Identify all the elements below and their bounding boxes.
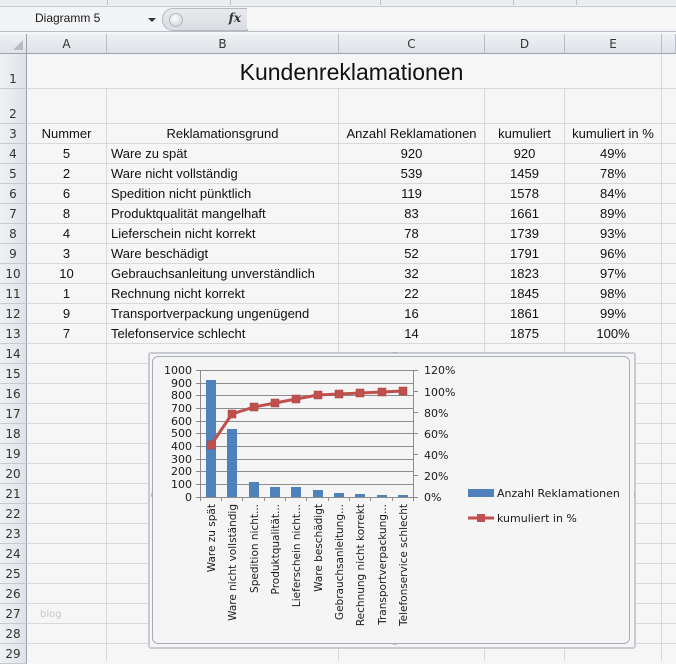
- cell-nummer[interactable]: [27, 244, 107, 264]
- select-all-icon: [13, 40, 23, 50]
- cell-pct[interactable]: [565, 264, 662, 284]
- row-header-1[interactable]: [0, 54, 27, 89]
- cell-value: 96%: [599, 246, 627, 261]
- cell-kumuliert[interactable]: [485, 284, 565, 304]
- row-number: 25: [5, 567, 21, 581]
- row-number: 17: [5, 407, 21, 421]
- cell-title[interactable]: [27, 54, 676, 89]
- cell-value: 1845: [510, 286, 539, 301]
- svg-text:40%: 40%: [424, 449, 449, 462]
- svg-text:Rechnung nicht korrekt: Rechnung nicht korrekt: [355, 504, 367, 627]
- row-header-25[interactable]: [0, 564, 27, 584]
- cell-pct[interactable]: [565, 144, 662, 164]
- cell-value: 539: [400, 166, 423, 181]
- cell-value: 98%: [599, 286, 627, 301]
- cell-anzahl[interactable]: [339, 204, 485, 224]
- cell-value: 93%: [599, 226, 627, 241]
- cell-nummer[interactable]: [27, 264, 107, 284]
- cell-value: 1823: [510, 266, 539, 281]
- svg-text:20%: 20%: [424, 470, 449, 483]
- row-number: 12: [5, 307, 21, 321]
- sheet-title: Kundenreklamationen: [239, 59, 464, 85]
- cell-anzahl[interactable]: [339, 304, 485, 324]
- resize-handle-top[interactable]: ····: [392, 349, 397, 357]
- divider: [107, 0, 108, 5]
- svg-text:Transportverpackung...: Transportverpackung...: [377, 504, 389, 625]
- row-number: 9: [9, 247, 17, 261]
- row-header-2[interactable]: [0, 89, 27, 124]
- row-header-15[interactable]: [0, 364, 27, 384]
- formula-controls: [162, 8, 248, 31]
- cell-value: 78: [404, 226, 419, 241]
- cell-pct[interactable]: [565, 324, 662, 344]
- cell-value: 83: [404, 206, 419, 221]
- row-header-26[interactable]: [0, 584, 27, 604]
- svg-text:Gebrauchsanleitung...: Gebrauchsanleitung...: [334, 504, 346, 621]
- row-number: 27: [5, 607, 21, 621]
- bar: [398, 495, 408, 497]
- cell-value: Produktqualität mangelhaft: [111, 206, 266, 221]
- header-kumuliert[interactable]: [485, 124, 565, 144]
- column-header-a[interactable]: A: [27, 34, 107, 54]
- cell-value: 1791: [510, 246, 539, 261]
- cell-grund[interactable]: [107, 144, 339, 164]
- row-number: 28: [5, 627, 21, 641]
- cell-pct[interactable]: [565, 164, 662, 184]
- resize-handle-bottom[interactable]: ····: [392, 641, 397, 649]
- cell-value: 32: [404, 266, 419, 281]
- cell-pct[interactable]: [565, 184, 662, 204]
- cell-value: 6: [62, 186, 71, 201]
- cell-value: Ware nicht vollständig: [111, 166, 238, 181]
- row-header-24[interactable]: [0, 544, 27, 564]
- cell-pct[interactable]: [565, 244, 662, 264]
- row-number: 10: [5, 267, 21, 281]
- legend-label-anzahl: Anzahl Reklamationen: [497, 487, 620, 500]
- cell-value: 100%: [596, 326, 630, 341]
- cell-anzahl[interactable]: [339, 264, 485, 284]
- cell-value: Ware beschädigt: [111, 246, 209, 261]
- cell-nummer[interactable]: [27, 144, 107, 164]
- cell-value: 89%: [599, 206, 627, 221]
- cell-value: 1739: [510, 226, 539, 241]
- row-number: 5: [9, 167, 17, 181]
- row-header-20[interactable]: [0, 464, 27, 484]
- row-number: 23: [5, 527, 21, 541]
- cell-nummer[interactable]: [27, 164, 107, 184]
- svg-text:1000: 1000: [164, 364, 192, 377]
- row-header-29[interactable]: [0, 644, 27, 664]
- row-header-9[interactable]: [0, 244, 27, 264]
- header-grund[interactable]: [107, 124, 339, 144]
- row-header-6[interactable]: [0, 184, 27, 204]
- bar: [249, 482, 259, 497]
- cell-value: 22: [404, 286, 419, 301]
- cell-pct[interactable]: [565, 304, 662, 324]
- cell-value: 84%: [599, 186, 627, 201]
- cell-value: 16: [404, 306, 419, 321]
- cell-kumuliert[interactable]: [485, 304, 565, 324]
- cell-grund[interactable]: [107, 164, 339, 184]
- row-header-13[interactable]: [0, 324, 27, 344]
- resize-handle-left[interactable]: ····: [147, 492, 155, 497]
- svg-text:120%: 120%: [424, 364, 456, 377]
- cell-kumuliert[interactable]: [485, 164, 565, 184]
- header-label: kumuliert: [498, 126, 551, 141]
- bar: [334, 493, 344, 497]
- cell-grund[interactable]: [107, 224, 339, 244]
- legend-bar-swatch: [468, 489, 494, 497]
- cell-nummer[interactable]: [27, 204, 107, 224]
- cell-anzahl[interactable]: [339, 244, 485, 264]
- column-header-d[interactable]: D: [485, 34, 565, 54]
- cell-value: 1: [62, 286, 71, 301]
- cell-value: 920: [400, 146, 423, 161]
- cell-nummer[interactable]: [27, 304, 107, 324]
- svg-text:500: 500: [171, 427, 192, 440]
- row-number: 21: [5, 487, 21, 501]
- cell-value: Lieferschein nicht korrekt: [111, 226, 256, 241]
- cell-value: Ware zu spät: [111, 146, 188, 161]
- bar: [377, 495, 387, 497]
- watermark-text: blog: [40, 609, 62, 620]
- bar: [270, 487, 280, 497]
- row-number: 8: [9, 227, 17, 241]
- cell-grund[interactable]: [107, 304, 339, 324]
- cell-value: Telefonservice schlecht: [111, 326, 246, 341]
- legend-marker-swatch: [477, 514, 485, 522]
- cell-nummer[interactable]: [27, 284, 107, 304]
- row-number: 14: [5, 347, 21, 361]
- row-number: 16: [5, 387, 21, 401]
- cell-value: 3: [62, 246, 71, 261]
- row-number: 2: [9, 107, 17, 121]
- row-number: 15: [5, 367, 21, 381]
- pareto-chart[interactable]: [147, 349, 638, 649]
- cell-value: 1661: [510, 206, 539, 221]
- cell-value: Gebrauchsanleitung unverständlich: [111, 266, 315, 281]
- row-number: 7: [9, 207, 17, 221]
- line-series-kumuliert: [211, 391, 403, 445]
- formula-bar: [0, 7, 676, 32]
- cell-grund[interactable]: [107, 244, 339, 264]
- cell-grund[interactable]: [107, 324, 339, 344]
- cell-value: Spedition nicht pünktlich: [111, 186, 252, 201]
- cell-value: 1459: [510, 166, 539, 181]
- cell-value: 2: [62, 166, 71, 181]
- divider: [230, 0, 231, 5]
- divider: [576, 0, 577, 5]
- svg-text:Telefonservice schlecht: Telefonservice schlecht: [398, 504, 410, 627]
- row-number: 22: [5, 507, 21, 521]
- cell-anzahl[interactable]: [339, 224, 485, 244]
- svg-text:Spedition nicht...: Spedition nicht...: [249, 504, 261, 593]
- row-number: 19: [5, 447, 21, 461]
- cell-kumuliert[interactable]: [485, 224, 565, 244]
- cell-value: 7: [62, 326, 71, 341]
- row-number: 13: [5, 327, 21, 341]
- chevron-down-icon[interactable]: [148, 18, 156, 22]
- row-number: 1: [9, 72, 17, 86]
- cell-value: 99%: [599, 306, 627, 321]
- svg-text:Produktqualität...: Produktqualität...: [270, 504, 282, 595]
- row-number: 3: [9, 127, 17, 141]
- cell-value: 1861: [510, 306, 539, 321]
- header-kumuliert-pct[interactable]: [565, 124, 662, 144]
- svg-text:Ware nicht vollständig: Ware nicht vollständig: [227, 504, 239, 621]
- cell-kumuliert[interactable]: [485, 264, 565, 284]
- cell-value: 10: [59, 266, 74, 281]
- row-header-4[interactable]: [0, 144, 27, 164]
- svg-text:100%: 100%: [424, 386, 456, 399]
- bar: [355, 494, 365, 497]
- cell-value: 78%: [599, 166, 627, 181]
- category-labels: [206, 504, 410, 627]
- svg-text:0: 0: [185, 491, 192, 504]
- resize-handle-right[interactable]: ····: [630, 492, 638, 497]
- cell-value: 1578: [510, 186, 539, 201]
- row-header-27[interactable]: [0, 604, 27, 624]
- header-label: Anzahl Reklamationen: [346, 126, 477, 141]
- cell-nummer[interactable]: [27, 224, 107, 244]
- row-number: 20: [5, 467, 21, 481]
- cell-kumuliert[interactable]: [485, 184, 565, 204]
- header-nummer[interactable]: [27, 124, 107, 144]
- divider: [513, 0, 514, 5]
- row-number: 4: [9, 147, 17, 161]
- svg-text:Ware beschädigt: Ware beschädigt: [313, 504, 325, 592]
- ribbon-bottom-edge: [0, 0, 676, 7]
- svg-text:Lieferschein nicht...: Lieferschein nicht...: [291, 504, 303, 608]
- cell-anzahl[interactable]: [339, 144, 485, 164]
- svg-text:80%: 80%: [424, 407, 449, 420]
- cell-value: 14: [404, 326, 419, 341]
- row-number: 26: [5, 587, 21, 601]
- header-anzahl[interactable]: [339, 124, 485, 144]
- row-header-8[interactable]: [0, 224, 27, 244]
- name-box[interactable]: [2, 9, 158, 28]
- row-header-10[interactable]: [0, 264, 27, 284]
- header-label: kumuliert in %: [572, 126, 654, 141]
- row-number: 6: [9, 187, 17, 201]
- cell-grund[interactable]: [107, 184, 339, 204]
- svg-text:Ware zu spät: Ware zu spät: [206, 504, 218, 573]
- cell-nummer[interactable]: [27, 184, 107, 204]
- row-header-14[interactable]: [0, 344, 27, 364]
- cell-pct[interactable]: [565, 204, 662, 224]
- row-header-17[interactable]: [0, 404, 27, 424]
- chart-area[interactable]: [152, 356, 630, 644]
- svg-text:0%: 0%: [424, 491, 442, 504]
- cell-pct[interactable]: [565, 224, 662, 244]
- cell-value: 52: [404, 246, 419, 261]
- cell-grund[interactable]: [107, 204, 339, 224]
- cell-value: 9: [62, 306, 71, 321]
- svg-text:400: 400: [171, 440, 192, 453]
- cell-anzahl[interactable]: [339, 324, 485, 344]
- cell-value: 97%: [599, 266, 627, 281]
- row-number: 11: [5, 287, 21, 301]
- column-header-e[interactable]: E: [565, 34, 662, 54]
- column-header-c[interactable]: C: [339, 34, 485, 54]
- secondary-axis-labels: [424, 364, 455, 504]
- resize-knob-icon[interactable]: [169, 13, 183, 27]
- legend-label-kumuliert: kumuliert in %: [497, 512, 577, 525]
- row-header-18[interactable]: [0, 424, 27, 444]
- row-header-28[interactable]: [0, 624, 27, 644]
- cell-value: 4: [62, 226, 71, 241]
- select-all-button[interactable]: [0, 34, 27, 54]
- row-header-16[interactable]: [0, 384, 27, 404]
- cell-value: 119: [401, 186, 422, 201]
- insert-function-icon[interactable]: fx: [228, 11, 241, 25]
- cell-anzahl[interactable]: [339, 184, 485, 204]
- row-header-23[interactable]: [0, 524, 27, 544]
- row-header-3[interactable]: [0, 124, 27, 144]
- cell-kumuliert[interactable]: [485, 144, 565, 164]
- bar: [291, 487, 301, 497]
- chart-legend: [468, 487, 620, 525]
- cell-value: Transportverpackung ungenügend: [111, 306, 310, 321]
- row-header-12[interactable]: [0, 304, 27, 324]
- cell-value: 8: [62, 206, 71, 221]
- header-label: Nummer: [41, 126, 92, 141]
- row-header-7[interactable]: [0, 204, 27, 224]
- svg-text:200: 200: [171, 465, 192, 478]
- cell-anzahl[interactable]: [339, 164, 485, 184]
- svg-text:600: 600: [171, 415, 192, 428]
- svg-text:60%: 60%: [424, 428, 449, 441]
- cell-kumuliert[interactable]: [485, 324, 565, 344]
- column-header-b[interactable]: B: [107, 34, 339, 54]
- svg-text:100: 100: [171, 478, 192, 491]
- cell-value: 920: [513, 146, 536, 161]
- cell-value: Rechnung nicht korrekt: [111, 286, 245, 301]
- formula-input[interactable]: [247, 8, 676, 29]
- row-number: 29: [5, 647, 21, 661]
- column-header-f[interactable]: [662, 34, 676, 54]
- cell-value: 1875: [510, 326, 539, 341]
- header-label: Reklamationsgrund: [166, 126, 279, 141]
- row-header-11[interactable]: [0, 284, 27, 304]
- chart-canvas: [152, 356, 630, 644]
- row-number: 18: [5, 427, 21, 441]
- cell-grund[interactable]: [107, 284, 339, 304]
- row-header-22[interactable]: [0, 504, 27, 524]
- cell-pct[interactable]: [565, 284, 662, 304]
- cell-value: 49%: [599, 146, 627, 161]
- cell-nummer[interactable]: [27, 324, 107, 344]
- cell-grund[interactable]: [107, 264, 339, 284]
- row-number: 24: [5, 547, 21, 561]
- row-header-5[interactable]: [0, 164, 27, 184]
- cell-anzahl[interactable]: [339, 284, 485, 304]
- bar: [313, 490, 323, 497]
- svg-text:900: 900: [171, 377, 192, 390]
- name-box-value: Diagramm 5: [35, 11, 101, 25]
- row-header-19[interactable]: [0, 444, 27, 464]
- bar: [227, 429, 237, 497]
- cell-kumuliert[interactable]: [485, 204, 565, 224]
- row-header-21[interactable]: [0, 484, 27, 504]
- cell-kumuliert[interactable]: [485, 244, 565, 264]
- primary-axis-labels: [164, 364, 192, 504]
- divider: [380, 0, 381, 5]
- cell-value: 5: [62, 146, 71, 161]
- svg-text:700: 700: [171, 402, 192, 415]
- svg-text:800: 800: [171, 389, 192, 402]
- svg-text:300: 300: [171, 453, 192, 466]
